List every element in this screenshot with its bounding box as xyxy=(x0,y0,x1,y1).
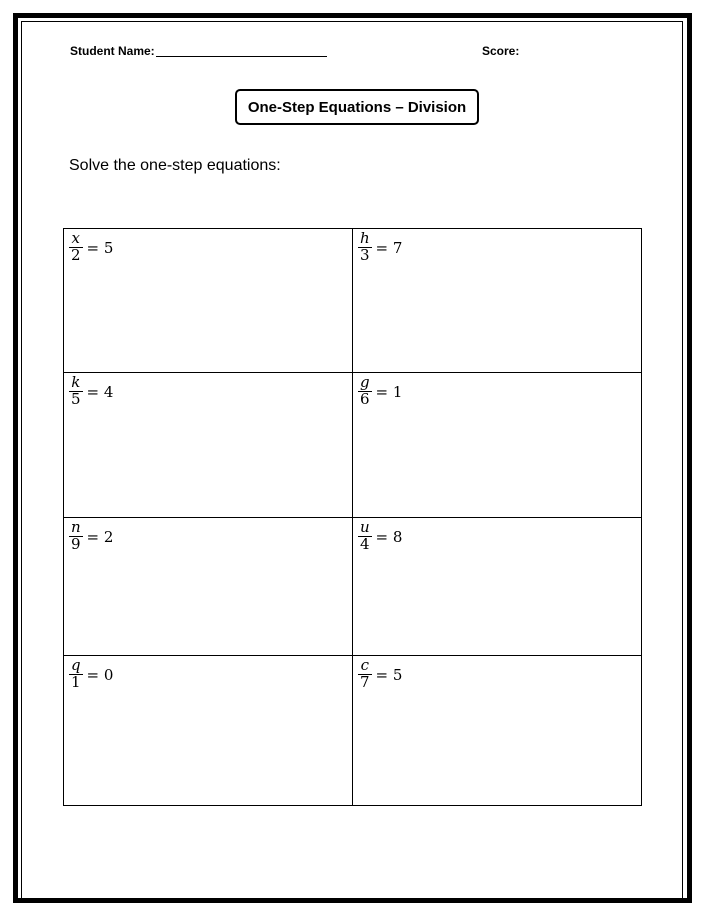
equation xyxy=(358,658,402,691)
denominator: 5 xyxy=(71,389,81,408)
equation-cell[interactable] xyxy=(353,229,642,373)
equation-rhs: = 0 xyxy=(86,666,114,685)
worksheet-title-text: One-Step Equations – Division xyxy=(247,98,467,116)
denominator: 1 xyxy=(71,672,81,691)
fraction xyxy=(69,375,83,408)
numerator: u xyxy=(359,518,370,536)
fraction xyxy=(69,520,83,553)
equation-cell[interactable] xyxy=(353,518,642,656)
score-label: Score: xyxy=(482,44,520,58)
equation-rhs: = 2 xyxy=(86,528,114,547)
equation-cell[interactable] xyxy=(64,518,353,656)
equation-rhs: = 7 xyxy=(375,239,403,258)
equation xyxy=(69,375,113,408)
fraction xyxy=(358,375,372,408)
student-name-label: Student Name: xyxy=(70,44,155,58)
fraction xyxy=(69,658,83,691)
numerator: h xyxy=(359,229,370,247)
denominator: 7 xyxy=(360,672,370,691)
equation-cell[interactable] xyxy=(353,373,642,518)
equation-rhs: = 5 xyxy=(86,239,114,258)
numerator: c xyxy=(360,656,369,674)
fraction xyxy=(358,520,372,553)
equation xyxy=(358,231,402,264)
equation-rhs: = 4 xyxy=(86,383,114,402)
fraction xyxy=(358,231,372,264)
fraction xyxy=(69,231,83,264)
equation-rhs: = 8 xyxy=(375,528,403,547)
equation-rhs: = 1 xyxy=(375,383,403,402)
equation-grid xyxy=(63,228,642,806)
equation-cell[interactable] xyxy=(64,229,353,373)
equation-rhs: = 5 xyxy=(375,666,403,685)
fraction xyxy=(358,658,372,691)
equation xyxy=(69,231,113,264)
numerator: k xyxy=(71,373,81,391)
equation-cell[interactable] xyxy=(353,656,642,805)
numerator: x xyxy=(71,229,80,247)
equation xyxy=(69,520,113,553)
worksheet-title xyxy=(235,89,479,125)
instructions: Solve the one-step equations: xyxy=(69,157,281,174)
denominator: 4 xyxy=(360,534,370,553)
numerator: g xyxy=(359,373,370,391)
denominator: 9 xyxy=(71,534,81,553)
equation xyxy=(358,375,402,408)
numerator: n xyxy=(70,518,81,536)
numerator: q xyxy=(70,656,81,674)
equation xyxy=(358,520,402,553)
equation xyxy=(69,658,113,691)
denominator: 3 xyxy=(360,245,370,264)
denominator: 6 xyxy=(360,389,370,408)
denominator: 2 xyxy=(71,245,81,264)
equation-cell[interactable] xyxy=(64,656,353,805)
equation-cell[interactable] xyxy=(64,373,353,518)
student-name-blank[interactable] xyxy=(156,56,327,57)
